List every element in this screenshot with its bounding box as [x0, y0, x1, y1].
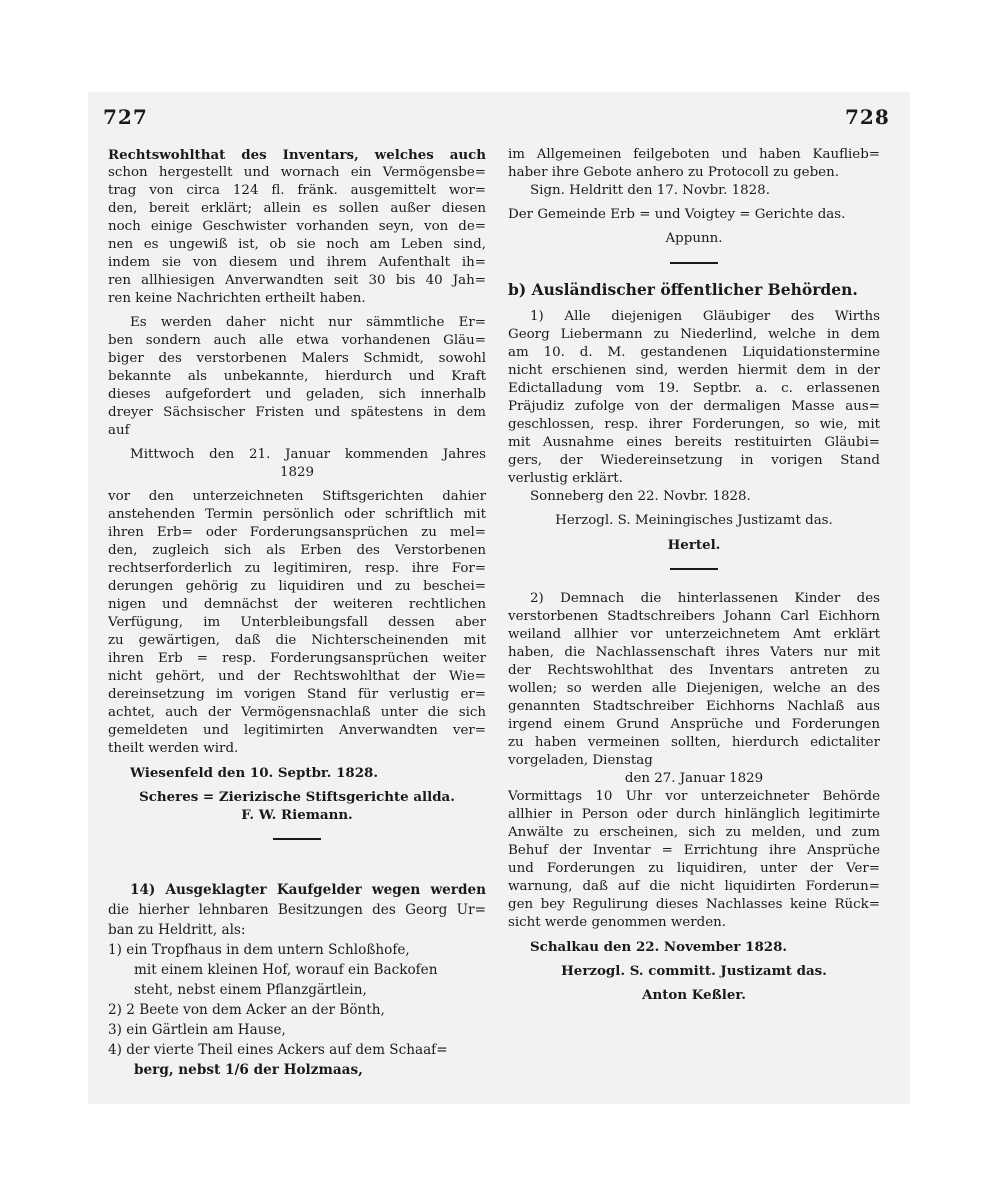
text-line: die hierher lehnbaren Besitzungen des Georg Ur= [108, 902, 486, 918]
text-line: Georg Liebermann zu Niederlind, welche in dem [508, 327, 880, 342]
text-line: achtet, auch der Vermögensnachlaß unter die sich [108, 705, 486, 720]
section-heading: b) Ausländischer öffentlicher Behörden. [508, 280, 858, 299]
signature: Anton Keßler. [642, 987, 746, 1003]
text-line: ren allhiesigen Anverwandten seit 30 bis 40 Jah= [108, 273, 486, 288]
text-line: ban zu Heldritt, als: [108, 922, 246, 938]
text-line: Verfügung, im Unterbleibungsfall dessen aber [108, 615, 486, 630]
text-line: ihren Erb= oder Forderungsansprüchen zu mel= [108, 525, 486, 540]
text-line: haben, die Nachlassenschaft ihres Vaters nur mit [508, 645, 880, 660]
text-line: nigen und demnächst der weiteren rechtlichen [108, 597, 486, 612]
text-line: Edictalladung vom 19. Septbr. a. c. erlassenen [508, 381, 880, 396]
issuing-authority: Scheres = Zierizische Stiftsgerichte allda. [139, 789, 455, 805]
paragraph-summons [108, 314, 486, 440]
list-item: 2) 2 Beete von dem Acker an der Bönth, [108, 1002, 385, 1018]
place-date: Sonneberg den 22. Novbr. 1828. [530, 489, 751, 504]
text-line: gers, der Wiedereinsetzung in vorigen Stand [508, 453, 880, 468]
text-line: anstehenden Termin persönlich oder schriftlich mit [108, 507, 486, 522]
text-line: nicht gehört, und der Rechtswohlthat der Wie= [108, 669, 486, 684]
signature: F. W. Riemann. [241, 807, 353, 823]
text-line: dereinsetzung im vorigen Stand für verlustig er= [108, 687, 486, 702]
signature: Hertel. [667, 537, 721, 553]
text-line: Präjudiz zufolge von der dermaligen Masse aus= [508, 399, 880, 414]
text-line: warnung, daß auf die nicht liquidirten Forderun= [508, 879, 880, 894]
list-item: berg, nebst 1/6 der Holzmaas, [134, 1062, 363, 1078]
text-line: auf [108, 423, 130, 438]
text-line: Anwälte zu erscheinen, sich zu melden, und zum [508, 825, 880, 840]
paragraph-inventory [108, 146, 486, 308]
place-date: Sign. Heldritt den 17. Novbr. 1828. [530, 183, 770, 198]
text-line: indem sie von diesem und ihrem Aufenthalt ih= [108, 255, 486, 270]
text-line: ihren Erb = resp. Forderungsansprüchen weiter [108, 651, 486, 666]
text-line: derungen gehörig zu liquidiren und zu beschei= [108, 579, 486, 594]
text-line: nicht erschienen sind, werden hiermit dem in der [508, 363, 880, 378]
notice-1 [508, 308, 880, 488]
left-column [108, 146, 486, 1080]
text-line: 14) Ausgeklagter Kaufgelder wegen werden [130, 882, 486, 898]
hearing-date-line: den 27. Januar 1829 [624, 771, 764, 786]
text-line: im Allgemeinen feilgeboten und haben Kauflieb= [508, 147, 880, 162]
page-number-left: 727 [103, 105, 148, 129]
list-item: 3) ein Gärtlein am Hause, [108, 1022, 286, 1038]
list-item: mit einem kleinen Hof, worauf ein Backofen [134, 962, 438, 978]
text-line: allhier in Person oder durch hinlänglich legitimirte [508, 807, 880, 822]
list-item: 4) der vierte Theil eines Ackers auf dem Schaaf= [108, 1042, 448, 1058]
text-line: Es werden daher nicht nur sämmtliche Er= [130, 315, 486, 330]
text-line: theilt werden wird. [108, 741, 239, 756]
paragraph-hearing [108, 488, 486, 758]
text-line: geschlossen, resp. ihrer Forderungen, so wie, mit [508, 417, 880, 432]
text-line: ren keine Nachrichten ertheilt haben. [108, 291, 366, 306]
text-line: mit Ausnahme eines bereits restituirten Gläubi= [508, 435, 880, 450]
text-line: haber ihre Gebote anhero zu Protocoll zu geben. [508, 165, 839, 180]
text-line: vorgeladen, Dienstag [508, 753, 653, 768]
hearing-year-line: 1829 [279, 465, 315, 480]
text-line: vor den unterzeichneten Stiftsgerichten dahier [108, 489, 486, 504]
text-line: den, bereit erklärt; allein es sollen außer diesen [108, 201, 486, 216]
text-line: 2) Demnach die hinterlassenen Kinder des [530, 591, 880, 606]
list-item: steht, nebst einem Pflanzgärtlein, [134, 982, 367, 998]
text-line: genannten Stadtschreiber Eichhorns Nachlaß aus [508, 699, 880, 714]
text-line: der Rechtswohlthat des Inventars antreten zu [508, 663, 880, 678]
page-number-right: 728 [845, 105, 890, 129]
text-line: nen es ungewiß ist, ob sie noch am Leben sind, [108, 237, 486, 252]
text-line: 1) Alle diejenigen Gläubiger des Wirths [530, 309, 880, 324]
text-line: zu haben vermeinen sollten, hierdurch edictaliter [508, 735, 880, 750]
section-14-intro [108, 880, 486, 940]
text-line: irgend einem Grund Ansprüche und Forderungen [508, 717, 880, 732]
text-line: rechtserforderlich zu legitimiren, resp. ihre For= [108, 561, 486, 576]
hearing-date-line: Mittwoch den 21. Januar kommenden Jahres [130, 447, 486, 462]
text-line: Rechtswohlthat des Inventars, welches auch [108, 147, 486, 163]
text-line: und Forderungen zu liquidiren, unter der Ver= [508, 861, 880, 876]
text-line: weiland allhier vor unterzeichnetem Amt erklärt [508, 627, 880, 642]
list-item: 1) ein Tropfhaus in dem untern Schloßhofe, [108, 942, 410, 958]
text-line: den, zugleich sich als Erben des Verstorbenen [108, 543, 486, 558]
text-line: Behuf der Inventar = Errichtung ihre Ansprüche [508, 843, 880, 858]
notice-2-continued [508, 788, 880, 932]
text-line: noch einige Geschwister vorhanden seyn, von de= [108, 219, 486, 234]
text-line: biger des verstorbenen Malers Schmidt, sowohl [108, 351, 486, 366]
issuing-authority: Der Gemeinde Erb = und Voigtey = Gerichte das. [508, 207, 846, 222]
text-line: dieses aufgefordert und geladen, sich innerhalb [108, 387, 486, 402]
issuing-authority: Herzogl. S. committ. Justizamt das. [561, 963, 827, 979]
text-line: am 10. d. M. gestandenen Liquidationstermine [508, 345, 880, 360]
text-line: verlustig erklärt. [508, 471, 623, 486]
text-line: verstorbenen Stadtschreibers Johann Carl Eichhorn [508, 609, 880, 624]
section-14-list [108, 940, 486, 1080]
place-date: Wiesenfeld den 10. Septbr. 1828. [130, 765, 379, 781]
issuing-authority: Herzogl. S. Meiningisches Justizamt das. [555, 513, 833, 528]
text-line: gemeldeten und legitimirten Anverwandten ver= [108, 723, 486, 738]
text-line: schon hergestellt und wornach ein Vermögensbe= [108, 165, 486, 180]
text-line: wollen; so werden alle Diejenigen, welche an des [508, 681, 880, 696]
place-date: Schalkau den 22. November 1828. [530, 939, 788, 955]
text-line: Vormittags 10 Uhr vor unterzeichneter Behörde [508, 789, 880, 804]
text-line: dreyer Sächsischer Fristen und spätestens in dem [108, 405, 486, 420]
text-line: sicht werde genommen werden. [508, 915, 727, 930]
text-line: trag von circa 124 fl. fränk. ausgemittelt wor= [108, 183, 486, 198]
signature: Appunn. [665, 231, 723, 246]
text-line: ben sondern auch alle etwa vorhandenen Gläu= [108, 333, 486, 348]
text-line: bekannte als unbekannte, hierdurch und Kraft [108, 369, 486, 384]
notice-2 [508, 590, 880, 770]
text-line: zu gewärtigen, daß die Nichterscheinenden mit [108, 633, 486, 648]
text-line: gen bey Regulirung dieses Nachlasses keine Rück= [508, 897, 880, 912]
right-column [508, 146, 880, 1004]
